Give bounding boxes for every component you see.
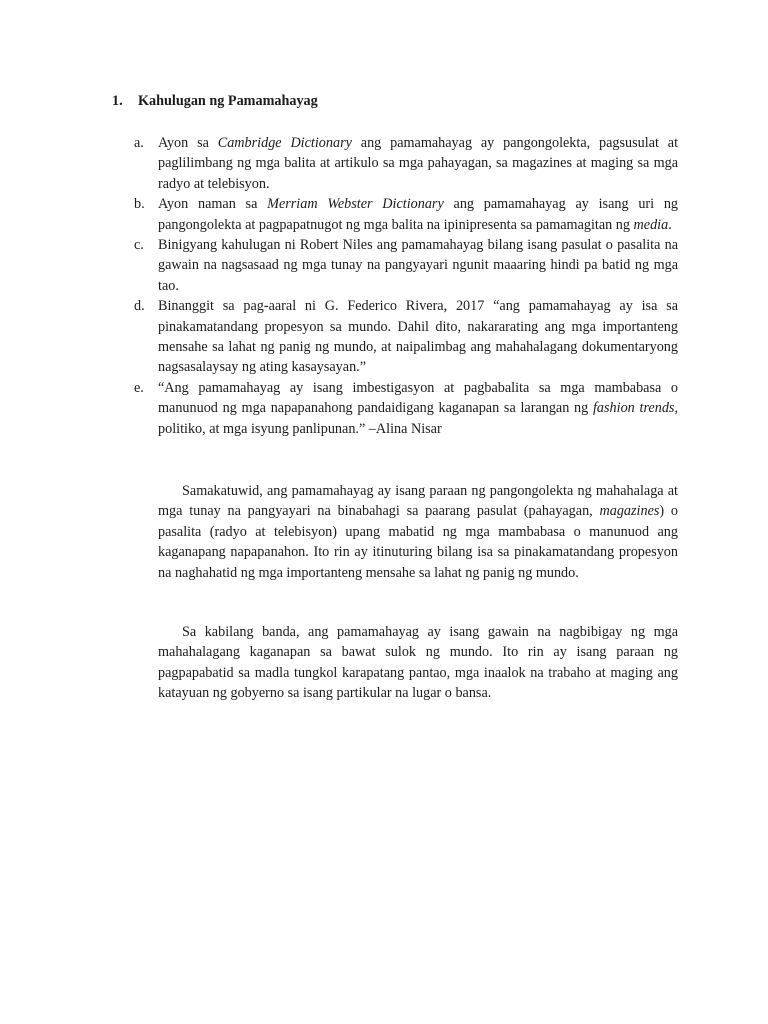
section-title: Kahulugan ng Pamamahayag bbox=[138, 93, 318, 109]
list-marker: d. bbox=[134, 298, 145, 315]
list-item-e bbox=[134, 378, 678, 439]
item-text: Ayon sa bbox=[158, 135, 218, 151]
section-number: 1. bbox=[112, 93, 123, 109]
paragraph-italic-text: magazines bbox=[599, 503, 660, 520]
list-item-d bbox=[134, 296, 678, 378]
item-text: ang pamamahayag ay isang uri ng pangongolekta at pagpapatnugot ng mga balita na ipinipresenta sa pamamagitan ng bbox=[158, 196, 679, 233]
item-text: Ayon naman sa bbox=[158, 196, 268, 213]
closing-paragraph bbox=[158, 622, 678, 704]
list-marker: a. bbox=[134, 135, 144, 151]
item-text: Binanggit sa pag-aaral ni G. Federico Rivera, 2017 “ang pamamahayag ay isa sa pinakamatandang propesyon sa mundo. Dahil dito, nakararating ang mga importanteng mensahe sa lahat ng panig ng mundo, at naipalimbag ang mahahalagang dokumentaryong nagsasalaysay ng ating kasaysayan.” bbox=[158, 298, 678, 376]
list-marker: c. bbox=[134, 237, 144, 254]
list-item-c bbox=[134, 235, 678, 296]
item-italic-text: media bbox=[633, 216, 669, 233]
item-text: “Ang pamamahayag ay isang imbestigasyon at pagbabalita sa mga mambabasa o manunuod ng mga napapanahong pandaidigang kaganapan sa larangan ng bbox=[158, 379, 678, 417]
item-italic-text: Merriam Webster Dictionary bbox=[267, 196, 444, 213]
list-marker: e. bbox=[134, 379, 144, 396]
item-text: , politiko, at mga isyung panlipunan.” –Alina Nisar bbox=[158, 400, 678, 437]
item-text: . bbox=[668, 216, 672, 233]
item-text: Binigyang kahulugan ni Robert Niles ang pamamahayag bilang isang pasulat o pasalita na gawain na nagsasaad ng mga tunay na pangyayari ngunit maaaring hindi pa batid ng mga tao. bbox=[158, 237, 678, 294]
item-text: ang pamamahayag ay pangongolekta, pagsusulat at paglilimbang ng mga balita at artikulo sa mga pahayagan, sa magazines at maging sa mga radyo at telebisyon. bbox=[158, 135, 679, 192]
list-item-a bbox=[134, 133, 678, 194]
list-item-b bbox=[134, 194, 678, 235]
paragraph-text: ) o pasalita (radyo at telebisyon) upang mabatid ng mga mambabasa o manunuod ang kaganapang napapanahon. Ito rin ay itinuturing bilang isa sa pinakamatandang propesyon na naghahatid ng mga importanteng mensahe sa lahat ng panig ng mundo. bbox=[158, 503, 678, 581]
paragraph-text: Sa kabilang banda, ang pamamahayag ay isang gawain na nagbibigay ng mga mahahalagang kaganapan sa bawat sulok ng mundo. Ito rin ay isang paraan ng pagpapabatid sa madla tungkol karapatang pantao, mga inaalok na trabaho at maging ang katayuan ng gobyerno sa isang partikular na lugar o bansa. bbox=[158, 624, 678, 702]
list-marker: b. bbox=[134, 196, 145, 213]
summary-paragraph bbox=[158, 481, 678, 583]
paragraph-text: Samakatuwid, ang pamamahayag ay isang paraan ng pangongolekta ng mahahalaga at mga tunay na pangyayari na binabahagi sa paarang pasulat (pahayagan, bbox=[158, 483, 678, 520]
definitions-list bbox=[134, 133, 678, 439]
item-italic-text: Cambridge Dictionary bbox=[217, 135, 352, 151]
item-italic-text: fashion trends bbox=[592, 400, 675, 417]
section-heading bbox=[112, 91, 318, 111]
